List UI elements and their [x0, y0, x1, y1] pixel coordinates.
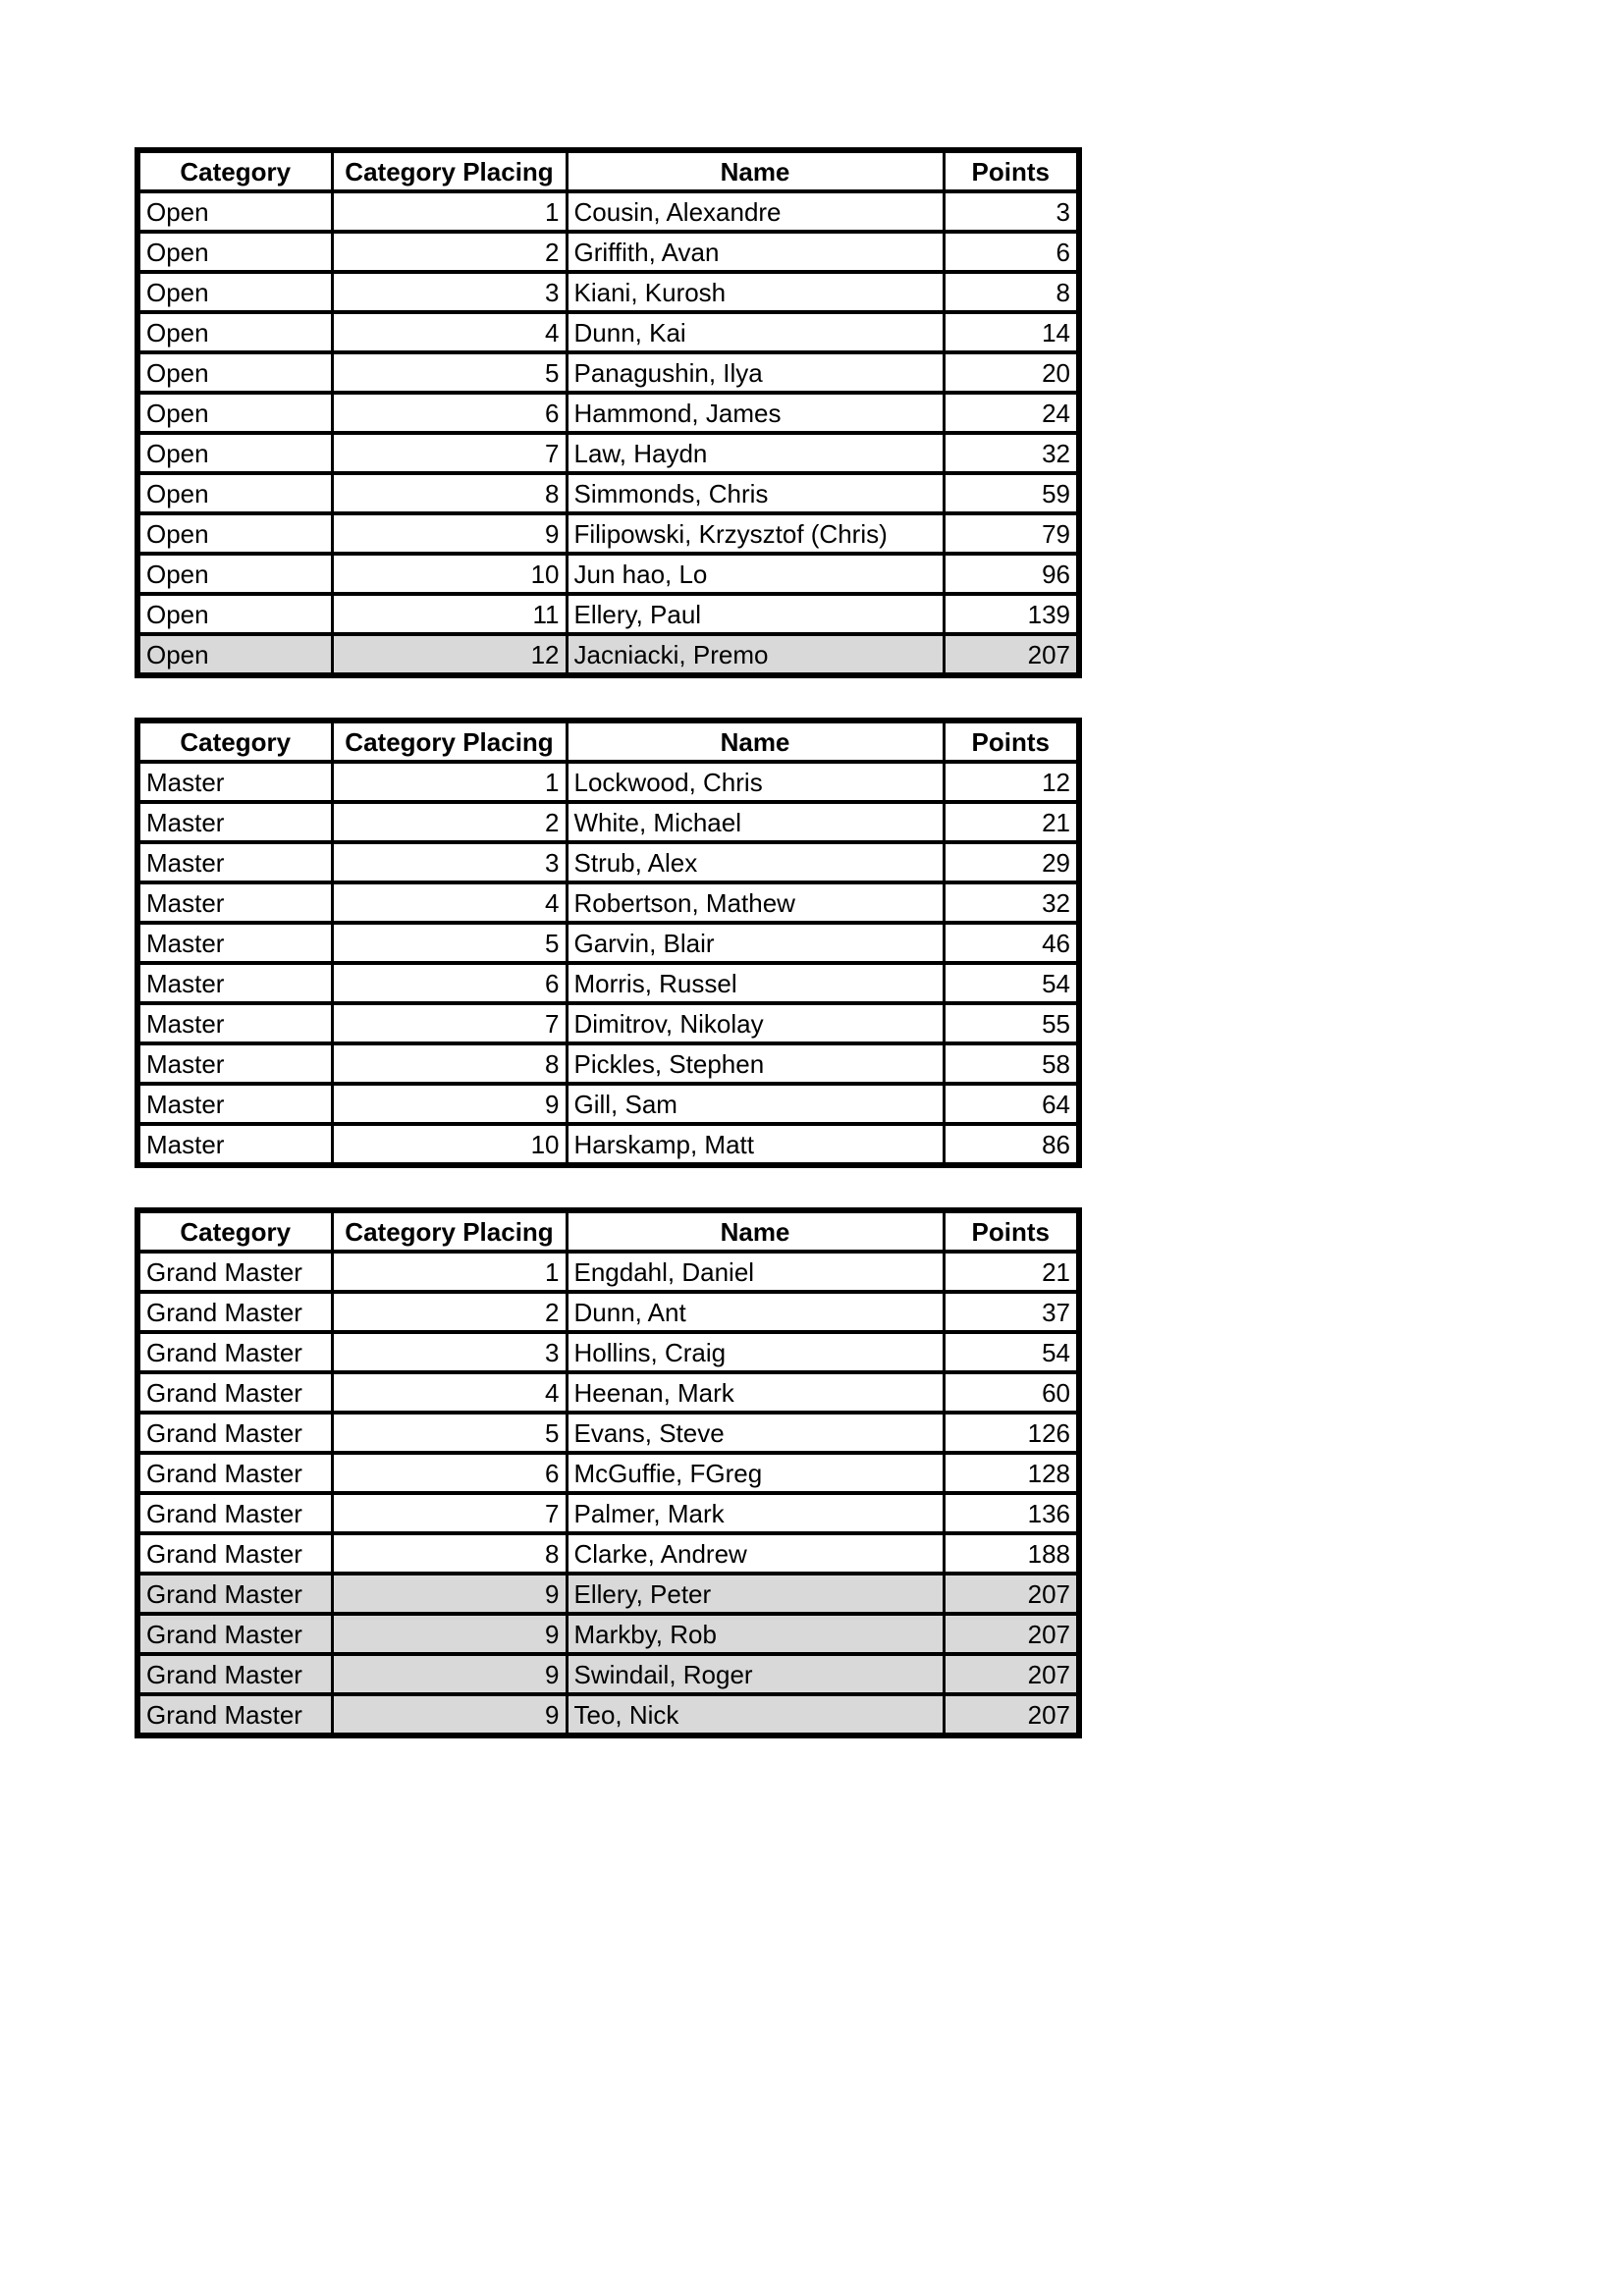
cell-points: 58 — [944, 1043, 1079, 1084]
cell-name: Simmonds, Chris — [567, 473, 944, 513]
column-header-category-placing: Category Placing — [332, 1210, 567, 1252]
cell-points: 14 — [944, 312, 1079, 352]
cell-category-placing: 7 — [332, 1003, 567, 1043]
open-results-table — [135, 147, 1082, 678]
cell-category-placing: 3 — [332, 1332, 567, 1372]
table-row — [137, 393, 1079, 433]
master-table-header — [137, 721, 1079, 762]
cell-category: Master — [137, 923, 332, 963]
table-row — [137, 1252, 1079, 1292]
cell-category-placing: 7 — [332, 1493, 567, 1533]
table-row — [137, 352, 1079, 393]
cell-name: Ellery, Peter — [567, 1574, 944, 1614]
cell-name: Robertson, Mathew — [567, 882, 944, 923]
cell-category-placing: 6 — [332, 393, 567, 433]
header-row — [137, 721, 1079, 762]
cell-points: 6 — [944, 232, 1079, 272]
table-row — [137, 191, 1079, 232]
cell-name: White, Michael — [567, 802, 944, 842]
table-row — [137, 433, 1079, 473]
cell-name: Jacniacki, Premo — [567, 634, 944, 675]
cell-name: Dunn, Kai — [567, 312, 944, 352]
cell-category-placing: 4 — [332, 1372, 567, 1413]
cell-name: Palmer, Mark — [567, 1493, 944, 1533]
cell-name: Hollins, Craig — [567, 1332, 944, 1372]
cell-points: 8 — [944, 272, 1079, 312]
cell-category-placing: 9 — [332, 1574, 567, 1614]
cell-name: Garvin, Blair — [567, 923, 944, 963]
cell-category: Grand Master — [137, 1413, 332, 1453]
cell-name: Dunn, Ant — [567, 1292, 944, 1332]
cell-category-placing: 10 — [332, 554, 567, 594]
cell-name: Engdahl, Daniel — [567, 1252, 944, 1292]
table-row — [137, 634, 1079, 675]
cell-category: Grand Master — [137, 1252, 332, 1292]
cell-points: 21 — [944, 802, 1079, 842]
cell-name: Griffith, Avan — [567, 232, 944, 272]
cell-category-placing: 8 — [332, 473, 567, 513]
cell-category: Grand Master — [137, 1533, 332, 1574]
cell-category: Grand Master — [137, 1292, 332, 1332]
cell-name: Heenan, Mark — [567, 1372, 944, 1413]
cell-category-placing: 1 — [332, 762, 567, 802]
cell-category-placing: 5 — [332, 352, 567, 393]
table-row — [137, 554, 1079, 594]
results-sheet — [135, 147, 1082, 1778]
cell-category: Open — [137, 352, 332, 393]
cell-name: Panagushin, Ilya — [567, 352, 944, 393]
table-row — [137, 1493, 1079, 1533]
cell-category: Master — [137, 1124, 332, 1165]
table-row — [137, 594, 1079, 634]
table-row — [137, 762, 1079, 802]
cell-points: 59 — [944, 473, 1079, 513]
cell-category: Grand Master — [137, 1453, 332, 1493]
cell-category-placing: 7 — [332, 433, 567, 473]
cell-name: Swindail, Roger — [567, 1654, 944, 1694]
table-row — [137, 1292, 1079, 1332]
cell-points: 126 — [944, 1413, 1079, 1453]
cell-name: Kiani, Kurosh — [567, 272, 944, 312]
cell-category: Open — [137, 513, 332, 554]
cell-name: Hammond, James — [567, 393, 944, 433]
cell-category: Master — [137, 882, 332, 923]
cell-category-placing: 10 — [332, 1124, 567, 1165]
table-row — [137, 1533, 1079, 1574]
cell-points: 128 — [944, 1453, 1079, 1493]
table-row — [137, 1574, 1079, 1614]
cell-category: Grand Master — [137, 1694, 332, 1735]
column-header-name: Name — [567, 150, 944, 191]
cell-category-placing: 6 — [332, 1453, 567, 1493]
cell-category: Grand Master — [137, 1332, 332, 1372]
cell-points: 29 — [944, 842, 1079, 882]
grand-master-table-body — [137, 1252, 1079, 1735]
cell-category: Open — [137, 554, 332, 594]
cell-name: Ellery, Paul — [567, 594, 944, 634]
column-header-category-placing: Category Placing — [332, 150, 567, 191]
cell-points: 24 — [944, 393, 1079, 433]
column-header-category: Category — [137, 150, 332, 191]
cell-name: Cousin, Alexandre — [567, 191, 944, 232]
cell-name: Pickles, Stephen — [567, 1043, 944, 1084]
cell-category: Master — [137, 802, 332, 842]
column-header-points: Points — [944, 721, 1079, 762]
cell-category-placing: 4 — [332, 882, 567, 923]
column-header-name: Name — [567, 1210, 944, 1252]
cell-category-placing: 9 — [332, 513, 567, 554]
table-row — [137, 1694, 1079, 1735]
cell-category-placing: 2 — [332, 232, 567, 272]
cell-category: Master — [137, 762, 332, 802]
cell-points: 207 — [944, 1574, 1079, 1614]
table-row — [137, 1084, 1079, 1124]
cell-category: Grand Master — [137, 1654, 332, 1694]
cell-points: 64 — [944, 1084, 1079, 1124]
cell-points: 207 — [944, 634, 1079, 675]
cell-points: 32 — [944, 882, 1079, 923]
cell-points: 139 — [944, 594, 1079, 634]
cell-category-placing: 8 — [332, 1533, 567, 1574]
column-header-points: Points — [944, 150, 1079, 191]
cell-category-placing: 9 — [332, 1654, 567, 1694]
table-row — [137, 513, 1079, 554]
cell-category-placing: 2 — [332, 802, 567, 842]
cell-points: 79 — [944, 513, 1079, 554]
cell-name: Morris, Russel — [567, 963, 944, 1003]
open-table-header — [137, 150, 1079, 191]
table-row — [137, 1453, 1079, 1493]
cell-points: 54 — [944, 963, 1079, 1003]
cell-points: 60 — [944, 1372, 1079, 1413]
cell-name: Law, Haydn — [567, 433, 944, 473]
table-row — [137, 802, 1079, 842]
cell-category-placing: 12 — [332, 634, 567, 675]
column-header-category: Category — [137, 721, 332, 762]
cell-category-placing: 11 — [332, 594, 567, 634]
cell-name: Evans, Steve — [567, 1413, 944, 1453]
table-row — [137, 272, 1079, 312]
cell-points: 20 — [944, 352, 1079, 393]
cell-category-placing: 1 — [332, 191, 567, 232]
cell-name: Teo, Nick — [567, 1694, 944, 1735]
cell-category: Open — [137, 433, 332, 473]
cell-points: 12 — [944, 762, 1079, 802]
column-header-points: Points — [944, 1210, 1079, 1252]
header-row — [137, 1210, 1079, 1252]
cell-name: Markby, Rob — [567, 1614, 944, 1654]
cell-category: Open — [137, 634, 332, 675]
cell-points: 3 — [944, 191, 1079, 232]
grand-master-results-table — [135, 1207, 1082, 1738]
master-results-table — [135, 718, 1082, 1168]
grand-master-table-header — [137, 1210, 1079, 1252]
cell-category: Open — [137, 272, 332, 312]
cell-category: Open — [137, 232, 332, 272]
master-table-body — [137, 762, 1079, 1165]
column-header-name: Name — [567, 721, 944, 762]
table-row — [137, 473, 1079, 513]
cell-points: 46 — [944, 923, 1079, 963]
cell-name: Clarke, Andrew — [567, 1533, 944, 1574]
cell-category: Grand Master — [137, 1574, 332, 1614]
cell-category: Master — [137, 963, 332, 1003]
cell-category-placing: 4 — [332, 312, 567, 352]
cell-category-placing: 3 — [332, 842, 567, 882]
table-row — [137, 882, 1079, 923]
cell-points: 96 — [944, 554, 1079, 594]
column-header-category-placing: Category Placing — [332, 721, 567, 762]
table-row — [137, 1003, 1079, 1043]
table-row — [137, 232, 1079, 272]
cell-category: Master — [137, 842, 332, 882]
cell-name: Dimitrov, Nikolay — [567, 1003, 944, 1043]
cell-category: Grand Master — [137, 1493, 332, 1533]
cell-points: 136 — [944, 1493, 1079, 1533]
cell-category: Open — [137, 393, 332, 433]
cell-category: Master — [137, 1003, 332, 1043]
cell-category-placing: 2 — [332, 1292, 567, 1332]
table-row — [137, 1332, 1079, 1372]
open-table-body — [137, 191, 1079, 675]
cell-points: 207 — [944, 1614, 1079, 1654]
cell-points: 207 — [944, 1694, 1079, 1735]
cell-points: 86 — [944, 1124, 1079, 1165]
column-header-category: Category — [137, 1210, 332, 1252]
table-row — [137, 1413, 1079, 1453]
cell-points: 54 — [944, 1332, 1079, 1372]
cell-category-placing: 1 — [332, 1252, 567, 1292]
cell-name: Harskamp, Matt — [567, 1124, 944, 1165]
table-row — [137, 1614, 1079, 1654]
cell-category: Grand Master — [137, 1614, 332, 1654]
table-row — [137, 1043, 1079, 1084]
cell-category-placing: 5 — [332, 1413, 567, 1453]
cell-category-placing: 9 — [332, 1694, 567, 1735]
cell-category-placing: 9 — [332, 1084, 567, 1124]
cell-category: Master — [137, 1084, 332, 1124]
cell-name: McGuffie, FGreg — [567, 1453, 944, 1493]
cell-points: 32 — [944, 433, 1079, 473]
cell-category: Open — [137, 191, 332, 232]
table-row — [137, 842, 1079, 882]
cell-points: 55 — [944, 1003, 1079, 1043]
table-row — [137, 1124, 1079, 1165]
cell-category-placing: 3 — [332, 272, 567, 312]
cell-category-placing: 5 — [332, 923, 567, 963]
table-row — [137, 923, 1079, 963]
cell-category: Open — [137, 473, 332, 513]
cell-category: Open — [137, 594, 332, 634]
cell-category: Open — [137, 312, 332, 352]
cell-points: 188 — [944, 1533, 1079, 1574]
cell-points: 37 — [944, 1292, 1079, 1332]
cell-category-placing: 9 — [332, 1614, 567, 1654]
cell-name: Jun hao, Lo — [567, 554, 944, 594]
table-row — [137, 963, 1079, 1003]
cell-points: 207 — [944, 1654, 1079, 1694]
table-row — [137, 1372, 1079, 1413]
cell-category-placing: 8 — [332, 1043, 567, 1084]
table-row — [137, 1654, 1079, 1694]
cell-points: 21 — [944, 1252, 1079, 1292]
cell-name: Gill, Sam — [567, 1084, 944, 1124]
cell-name: Strub, Alex — [567, 842, 944, 882]
table-row — [137, 312, 1079, 352]
cell-name: Filipowski, Krzysztof (Chris) — [567, 513, 944, 554]
cell-category: Grand Master — [137, 1372, 332, 1413]
cell-category-placing: 6 — [332, 963, 567, 1003]
cell-category: Master — [137, 1043, 332, 1084]
header-row — [137, 150, 1079, 191]
cell-name: Lockwood, Chris — [567, 762, 944, 802]
